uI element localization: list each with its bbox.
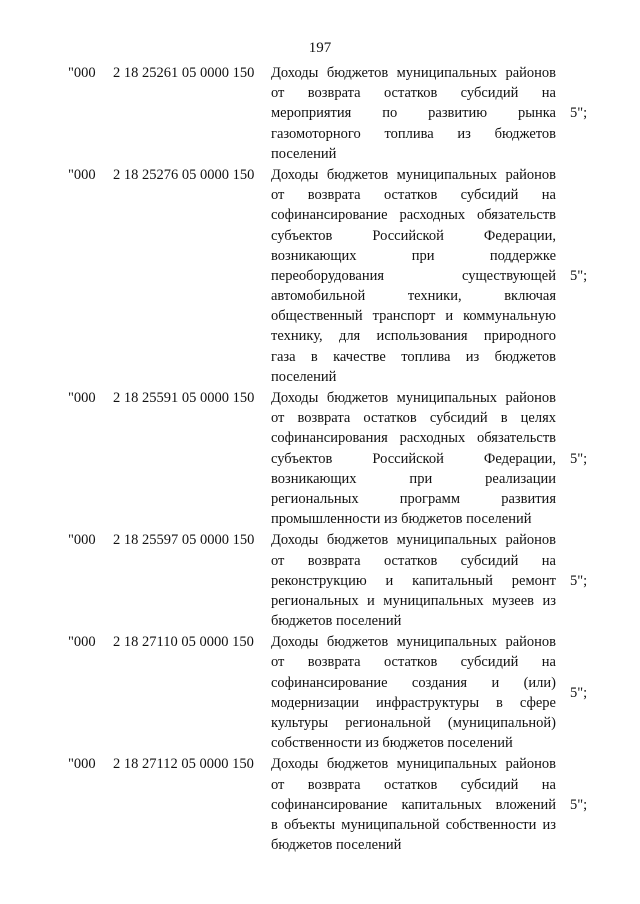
description-line: Доходы бюджетов муниципальных районов: [271, 166, 556, 183]
budget-entry: [0, 63, 640, 164]
description-line: модернизации инфраструктуры в сфере: [271, 694, 556, 711]
description-line: мероприятия по развитию рынка: [271, 105, 556, 122]
entry-description: [271, 63, 556, 164]
description-line: в объекты муниципальной собственности из: [271, 816, 556, 833]
description-line: возникающих при поддержке: [271, 247, 556, 264]
description-line: региональных программ развития: [271, 490, 556, 507]
entry-prefix: "000: [68, 65, 96, 81]
description-line: от возврата остатков субсидий на: [271, 85, 556, 102]
description-line: Доходы бюджетов муниципальных районов: [271, 634, 556, 651]
budget-code-list: [0, 63, 640, 856]
page-number: 197: [308, 40, 332, 56]
description-line: от возврата остатков субсидий на: [271, 187, 556, 204]
description-line: Доходы бюджетов муниципальных районов: [271, 65, 556, 81]
description-line: субъектов Российской Федерации,: [271, 450, 556, 467]
description-line: автомобильной техники, включая: [271, 288, 556, 305]
budget-entry: [0, 388, 640, 529]
description-line: региональных и муниципальных музеев из: [271, 592, 556, 609]
entry-prefix: "000: [68, 532, 96, 549]
entry-code: 2 18 27112 05 0000 150: [113, 756, 254, 773]
description-line: от возврата остатков субсидий в целях: [271, 410, 556, 427]
entry-suffix: 5";: [570, 450, 588, 467]
description-line: софинансирование капитальных вложений: [271, 796, 556, 813]
description-line: реконструкцию и капитальный ремонт: [271, 572, 556, 589]
description-line: софинансирования расходных обязательств: [271, 430, 556, 447]
entry-description: [271, 530, 556, 631]
description-line: технику, для использования природного: [271, 328, 556, 345]
entry-code: 2 18 25276 05 0000 150: [113, 166, 255, 183]
budget-entry: [0, 754, 640, 855]
entry-description: [271, 388, 556, 529]
description-line: софинансирование создания и (или): [271, 674, 556, 691]
description-line: возникающих при реализации: [271, 470, 556, 487]
description-line: культуры региональной (муниципальной): [271, 715, 556, 731]
description-line: бюджетов поселений: [271, 837, 402, 854]
entry-description: [271, 754, 556, 855]
description-line: промышленности из бюджетов поселений: [271, 511, 532, 528]
entry-prefix: "000: [68, 166, 96, 183]
description-line: газа в качестве топлива из бюджетов: [271, 348, 556, 365]
entry-description: [271, 632, 556, 753]
entry-suffix: 5";: [570, 105, 588, 122]
description-line: Доходы бюджетов муниципальных районов: [271, 756, 556, 773]
entry-suffix: 5";: [570, 684, 588, 701]
description-line: газомоторного топлива из бюджетов: [271, 125, 556, 142]
description-line: бюджетов поселений: [271, 613, 402, 630]
description-line: общественный транспорт и коммунальную: [271, 308, 556, 325]
description-line: Доходы бюджетов муниципальных районов: [271, 390, 556, 406]
description-line: от возврата остатков субсидий на: [271, 654, 556, 671]
entry-suffix: 5";: [570, 796, 588, 813]
entry-code: 2 18 25597 05 0000 150: [113, 532, 255, 549]
entry-suffix: 5";: [570, 267, 588, 284]
description-line: Доходы бюджетов муниципальных районов: [271, 532, 556, 549]
entry-prefix: "000: [68, 756, 96, 773]
entry-code: 2 18 25261 05 0000 150: [113, 65, 255, 81]
description-line: переоборудования существующей: [271, 267, 556, 284]
entry-suffix: 5";: [570, 572, 588, 589]
entry-prefix: "000: [68, 634, 96, 651]
budget-entry: [0, 530, 640, 631]
description-line: от возврата остатков субсидий на: [271, 552, 556, 569]
budget-entry: [0, 632, 640, 753]
description-line: софинансирование расходных обязательств: [271, 207, 556, 224]
entry-code: 2 18 27110 05 0000 150: [113, 634, 254, 651]
description-line: поселений: [271, 368, 337, 385]
entry-code: 2 18 25591 05 0000 150: [113, 390, 255, 406]
description-line: субъектов Российской Федерации,: [271, 227, 556, 244]
description-line: собственности из бюджетов поселений: [271, 735, 513, 752]
entry-description: [271, 165, 556, 387]
entry-prefix: "000: [68, 390, 96, 406]
description-line: поселений: [271, 145, 337, 162]
description-line: от возврата остатков субсидий на: [271, 776, 556, 793]
budget-entry: [0, 165, 640, 387]
